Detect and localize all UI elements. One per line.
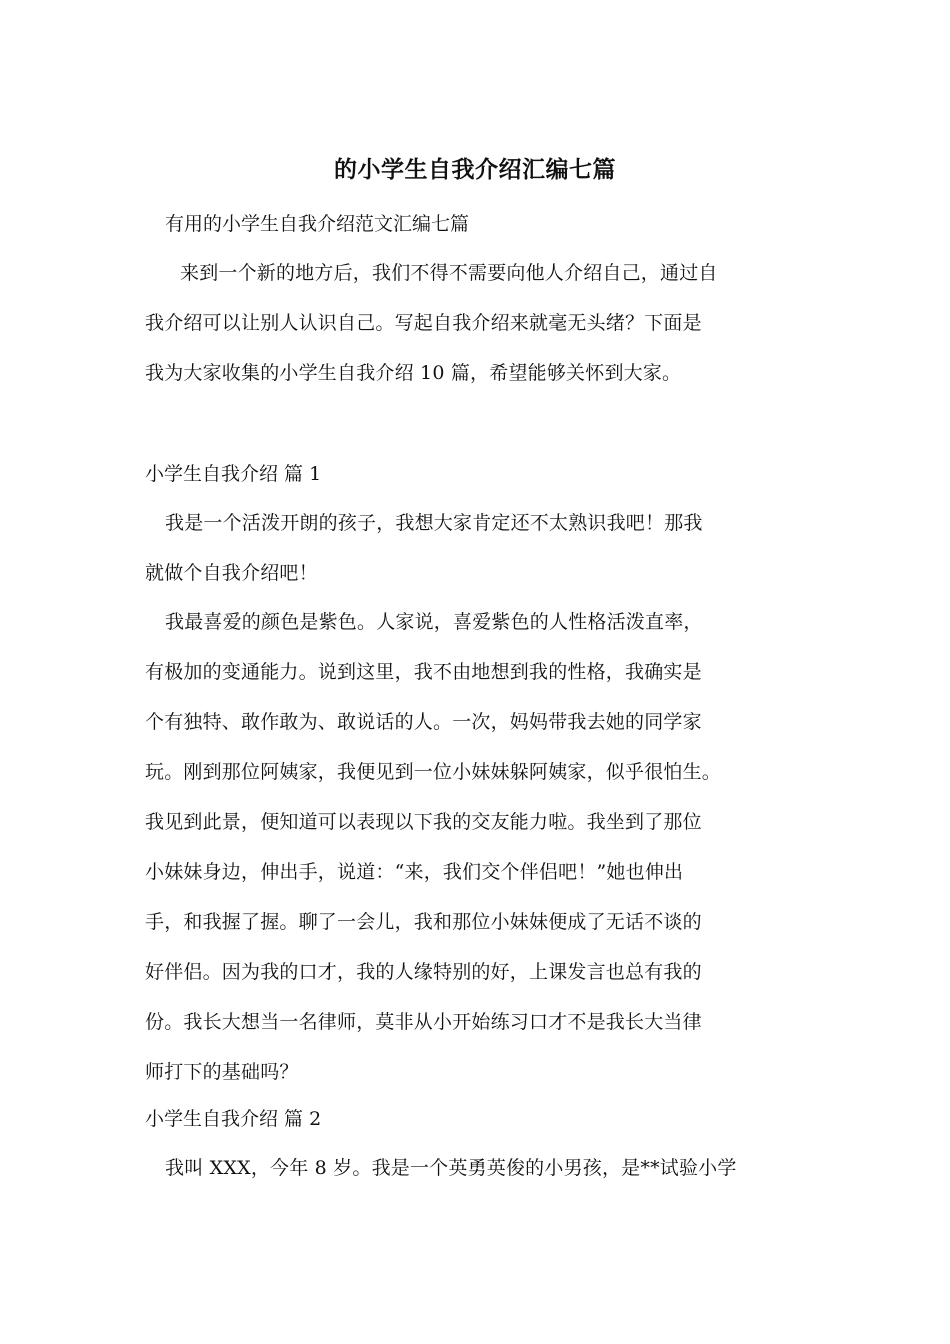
paragraph-line: 我见到此景，便知道可以表现以下我的交友能力啦。我坐到了那位 (145, 811, 702, 833)
paragraph-line: 份。我长大想当一名律师，莫非从小开始练习口才不是我长大当律 (145, 1011, 702, 1033)
intro-line: 我介绍可以让别人认识自己。写起自我介绍来就毫无头绪？下面是 (145, 312, 702, 334)
section-1-paragraph-1 (145, 498, 810, 598)
paragraph-line: 就做个自我介绍吧！ (145, 562, 318, 584)
paragraph-line: 小妹妹身边，伸出手，说道：“来，我们交个伴侣吧！”她也伸出 (145, 861, 684, 883)
paragraph-line: 手，和我握了握。聊了一会儿，我和那位小妹妹便成了无话不谈的 (145, 911, 702, 933)
document-title: 的小学生自我介绍汇编七篇 (334, 156, 616, 183)
intro-line: 来到一个新的地方后，我们不得不需要向他人介绍自己，通过自 (180, 262, 718, 284)
paragraph-line: 我最喜爱的颜色是紫色。人家说，喜爱紫色的人性格活泼直率， (165, 611, 703, 633)
document-subtitle: 有用的小学生自我介绍范文汇编七篇 (165, 213, 470, 235)
section-1-paragraph-2 (145, 597, 810, 1097)
paragraph-line: 我叫 XXX，今年 8 岁。我是一个英勇英俊的小男孩，是**试验小学 (165, 1157, 737, 1179)
paragraph-line: 我是一个活泼开朗的孩子，我想大家肯定还不太熟识我吧！那我 (165, 512, 703, 534)
paragraph-line: 玩。刚到那位阿姨家，我便见到一位小妹妹躲阿姨家，似乎很怕生。 (145, 761, 722, 783)
paragraph-line: 师打下的基础吗？ (145, 1061, 299, 1083)
paragraph-line: 有极加的变通能力。说到这里，我不由地想到我的性格，我确实是 (145, 661, 702, 683)
section-1-heading: 小学生自我介绍 篇 1 (145, 463, 322, 485)
section-2-heading: 小学生自我介绍 篇 2 (145, 1108, 322, 1130)
paragraph-line: 个有独特、敢作敢为、敢说话的人。一次，妈妈带我去她的同学家 (145, 711, 702, 733)
intro-paragraph (145, 248, 810, 398)
section-2-paragraph-1 (145, 1143, 810, 1193)
intro-line: 我为大家收集的小学生自我介绍 10 篇，希望能够关怀到大家。 (145, 362, 682, 384)
paragraph-line: 好伴侣。因为我的口才，我的人缘特别的好，上课发言也总有我的 (145, 961, 702, 983)
